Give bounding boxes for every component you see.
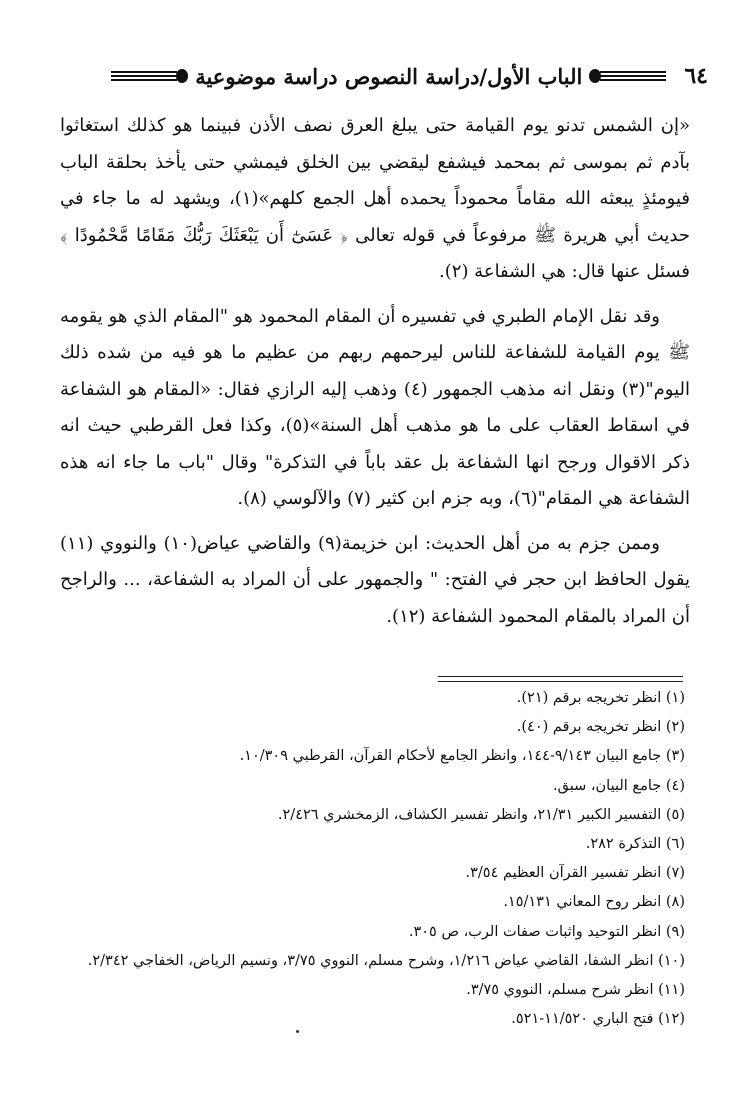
footnote: (٤) جامع البيان، سبق.: [553, 777, 685, 794]
footnote: (٥) التفسير الكبير ٢١/٣١، وانظر تفسير الكشاف، الزمخشري ٢/٤٢٦.: [277, 806, 685, 823]
footnote: (١) انظر تخريجه برقم (٢١).: [516, 690, 685, 706]
footnote: (٧) انظر تفسير القرآن العظيم ٣/٥٤.: [465, 865, 685, 882]
header-ornament-right: [588, 66, 666, 86]
footnote-separator: [438, 676, 683, 677]
page-mark-dot: [296, 1030, 299, 1033]
footnote: (٩) انظر التوحيد واثبات صفات الرب، ص ٣٠٥.: [408, 923, 685, 940]
page-number: ٦٤: [684, 63, 708, 89]
main-text: [60, 108, 690, 635]
page-header: [48, 56, 708, 96]
footnote-separator-thin: [438, 681, 683, 682]
footnote: (٨) انظر روح المعاني ١٥/١٣١.: [503, 894, 685, 911]
footnote: (١٠) انظر الشفا، القاضي عياض ١/٢١٦، وشرح مسلم، النووي ٣/٧٥، ونسيم الرياض، الخفاجي ٢/٣٤٢.: [87, 952, 685, 969]
header-ornament-left: [111, 66, 189, 86]
footnote: (٦) التذكرة ٢٨٢.: [585, 836, 685, 853]
footnote: (٢) انظر تخريجه برقم (٤٠).: [516, 719, 685, 736]
chapter-title: الباب الأول/دراسة النصوص دراسة موضوعية: [195, 63, 583, 89]
footnote: (١١) انظر شرح مسلم، النووي ٣/٧٥.: [466, 982, 685, 999]
footnotes: [60, 684, 685, 1034]
paragraph: وقد نقل الإمام الطبري في تفسيره أن المقام المحمود هو "المقام الذي هو يقومه ﷺ يوم القيامة للشفاعة للناس ليرحمهم ربهم من عظيم ما هو فيه من شده ذلك اليوم"(٣) ونقل انه مذهب الجمهور (٤) وذهب إليه الرازي فقال: «المقام هو الشفاعة في اسقاط العقاب على ما هو مذهب أهل السنة»(٥)، وكذا فعل القرطبي حيث انه ذكر الاقوال ورجح انها الشفاعة بل عقد باباً في التذكرة" وقال "باب ما جاء انه هذه الشفاعة هي المقام"(٦)، وبه جزم ابن كثير (٧) والآلوسي (٨).: [60, 305, 690, 509]
paragraph: وممن جزم به من أهل الحديث: ابن خزيمة(٩) والقاضي عياض(١٠) والنووي (١١) يقول الحافظ ابن حجر في الفتح: " والجمهور على أن المراد به الشفاعة، ... والراجح أن المراد بالمقام المحمود الشفاعة (١٢).: [60, 532, 690, 627]
footnote: (٣) جامع البيان ٩/١٤٣-١٤٤، وانظر الجامع لأحكام القرآن، القرطبي ١٠/٣٠٩.: [239, 748, 685, 765]
paragraph: «إن الشمس تدنو يوم القيامة حتى يبلغ العرق نصف الأذن فبينما هو كذلك استغاثوا بآدم ثم بموسى ثم بمحمد فيشفع ليقضي بين الخلق فيمشي حتى يأخذ بحلقة الباب فيومئذٍ يبعثه الله مقاماً محموداً يحمده أهل الجمع كلهم»(١)، ويشهد له ما جاء في حديث أبي هريرة ﷺ مرفوعاً في قوله تعالى ﴿ عَسَىٰٓ أَن يَبْعَثَكَ رَبُّكَ مَقَامًا مَّحْمُودًا ﴾ فسئل عنها قال: هي الشفاعة (٢).: [60, 115, 690, 282]
footnote: (١٢) فتح الباري ١١/٥٢٠-٥٢١.: [511, 1011, 685, 1028]
